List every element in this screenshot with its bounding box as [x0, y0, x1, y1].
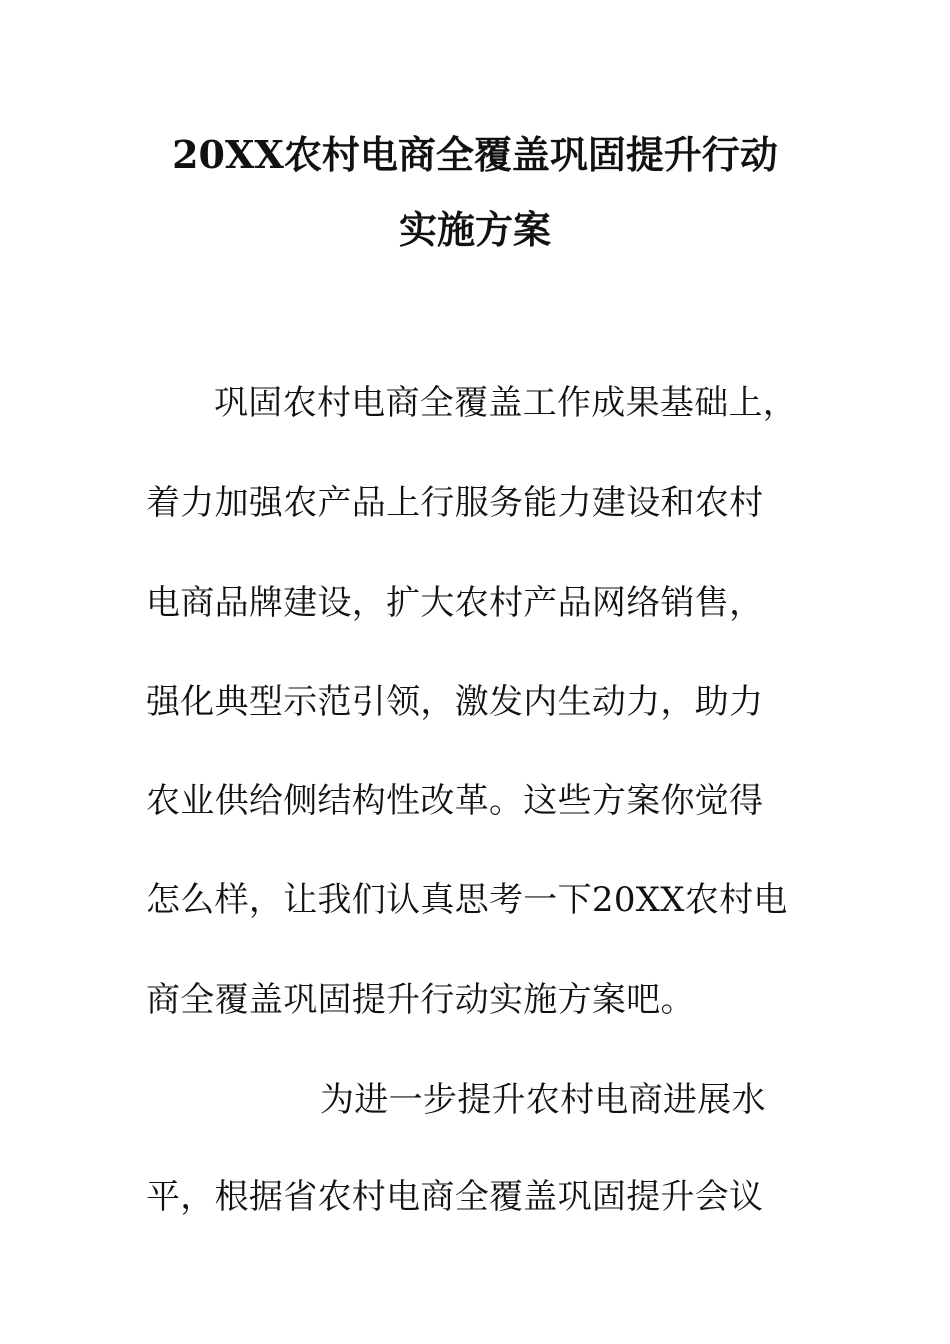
- document-title-line-1: 20XX农村电商全覆盖巩固提升行动: [172, 132, 778, 177]
- paragraph-line: 怎么样，让我们认真思考一下20XX农村电: [146, 880, 788, 920]
- paragraph-line: 平，根据省农村电商全覆盖巩固提升会议: [146, 1177, 764, 1217]
- paragraph-line: 强化典型示范引领，激发内生动力，助力: [146, 682, 764, 722]
- paragraph-line: 电商品牌建设，扩大农村产品网络销售，: [146, 583, 764, 623]
- paragraph-line: 着力加强农产品上行服务能力建设和农村: [146, 483, 764, 523]
- document-title-line-2: 实施方案: [398, 207, 551, 252]
- paragraph-line: 为进一步提升农村电商进展水: [320, 1080, 766, 1120]
- paragraph-line: 商全覆盖巩固提升行动实施方案吧。: [146, 980, 695, 1020]
- paragraph-line: 巩固农村电商全覆盖工作成果基础上，: [214, 383, 798, 423]
- paragraph-line: 农业供给侧结构性改革。这些方案你觉得: [146, 781, 764, 821]
